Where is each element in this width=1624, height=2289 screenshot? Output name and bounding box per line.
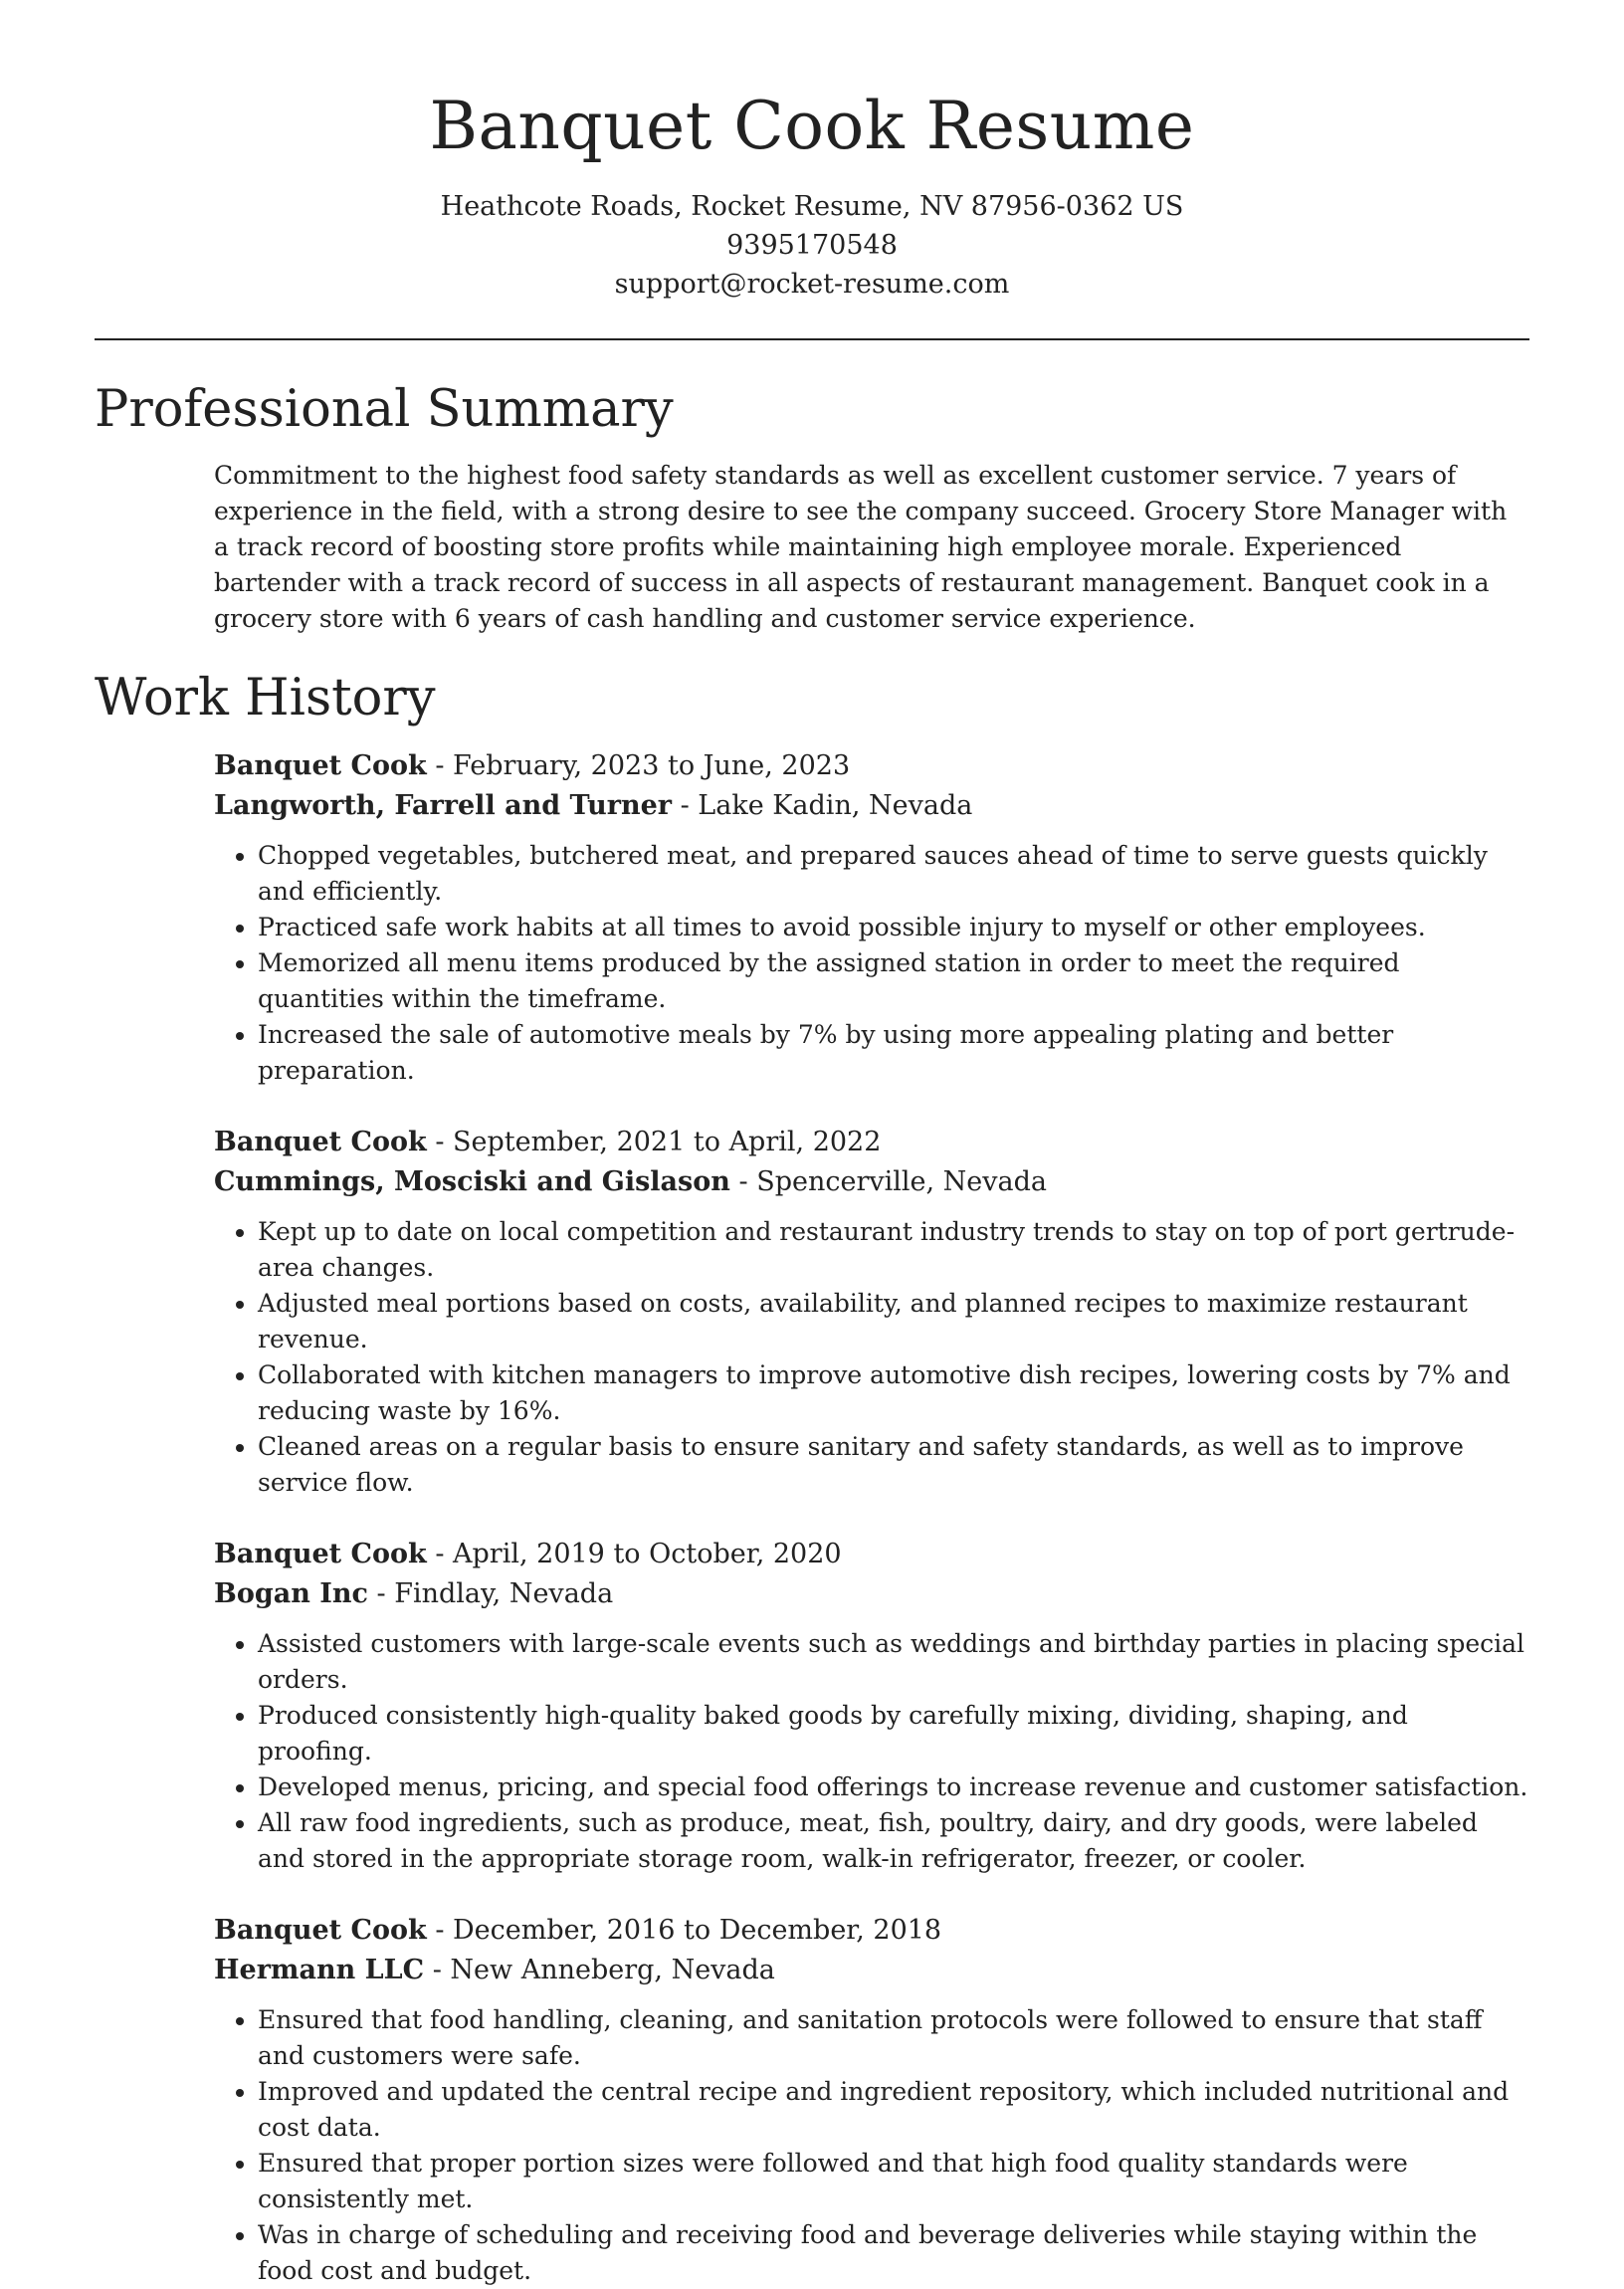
job-bullets xyxy=(214,1214,1529,1501)
job-bullet: • Chopped vegetables, butchered meat, and prepared sauces ahead of time to serve guests quickly and efficiently. xyxy=(258,838,1529,910)
job-bullet: • Adjusted meal portions based on costs, availability, and planned recipes to maximize restaurant revenue. xyxy=(258,1286,1529,1357)
company-location: - Spencerville, Nevada xyxy=(729,1166,1047,1197)
job-bullet: • Cleaned areas on a regular basis to ensure sanitary and safety standards, as well as to improve service flow. xyxy=(258,1429,1529,1501)
work-history-list xyxy=(214,746,1529,2289)
company-name: Hermann LLC xyxy=(214,1955,425,1985)
job-entry xyxy=(214,1535,1529,1877)
job-entry xyxy=(214,1911,1529,2289)
job-bullet: • Ensured that proper portion sizes were followed and that high food quality standards were consistently met. xyxy=(258,2146,1529,2217)
summary-heading: Professional Summary xyxy=(95,380,674,439)
job-dates: - September, 2021 to April, 2022 xyxy=(426,1127,882,1157)
job-bullet: • Collaborated with kitchen managers to improve automotive dish recipes, lowering costs by 7% and reducing waste by 16%. xyxy=(258,1357,1529,1429)
job-bullet: • Ensured that food handling, cleaning, and sanitation protocols were followed to ensure that staff and customers were safe. xyxy=(258,2002,1529,2074)
job-title-line xyxy=(214,746,1529,786)
job-bullet: • Developed menus, pricing, and special food offerings to increase revenue and customer satisfaction. xyxy=(258,1769,1529,1805)
company-line xyxy=(214,1574,1529,1614)
company-location: - Findlay, Nevada xyxy=(367,1578,614,1609)
company-name: Bogan Inc xyxy=(214,1578,368,1609)
job-entry xyxy=(214,746,1529,1089)
summary-paragraph: Commitment to the highest food safety standards as well as excellent customer service. 7 years of experience in the field, with a strong desire to see the company succeed. Grocery Store Manager with a track record of boosting store profits while maintaining high employee morale. Experienced bartender with a track record of success in all aspects of restaurant management. Banquet cook in a grocery store with 6 years of cash handling and customer service experience. xyxy=(214,461,1508,633)
job-bullet: • Was in charge of scheduling and receiving food and beverage deliveries while staying within the food cost and budget. xyxy=(258,2217,1529,2289)
job-dates: - April, 2019 to October, 2020 xyxy=(426,1539,842,1569)
company-name: Langworth, Farrell and Turner xyxy=(214,790,673,821)
job-bullet: • Memorized all menu items produced by the assigned station in order to meet the required quantities within the timeframe. xyxy=(258,945,1529,1017)
company-name: Cummings, Mosciski and Gislason xyxy=(214,1166,730,1197)
job-bullets xyxy=(214,1626,1529,1877)
company-line xyxy=(214,1951,1529,1990)
job-dates: - December, 2016 to December, 2018 xyxy=(426,1915,942,1946)
company-location: - New Anneberg, Nevada xyxy=(424,1955,775,1985)
header-divider xyxy=(95,338,1529,340)
resume-title: Banquet Cook Resume xyxy=(429,88,1195,164)
job-dates: - February, 2023 to June, 2023 xyxy=(426,750,851,781)
company-line xyxy=(214,786,1529,826)
phone-text: 9395170548 xyxy=(726,230,898,261)
resume-header xyxy=(95,0,1529,304)
job-title: Banquet Cook xyxy=(214,1915,427,1946)
address-text: Heathcote Roads, Rocket Resume, NV 87956-0362 US xyxy=(440,191,1184,222)
job-title: Banquet Cook xyxy=(214,1539,427,1569)
job-title: Banquet Cook xyxy=(214,750,427,781)
job-bullets xyxy=(214,2002,1529,2289)
job-bullet: • Increased the sale of automotive meals by 7% by using more appealing plating and better preparation. xyxy=(258,1017,1529,1089)
email-text: support@rocket-resume.com xyxy=(614,269,1010,300)
job-bullet: • Assisted customers with large-scale events such as weddings and birthday parties in placing special orders. xyxy=(258,1626,1529,1698)
company-location: - Lake Kadin, Nevada xyxy=(672,790,973,821)
job-title-line xyxy=(214,1911,1529,1951)
job-title-line xyxy=(214,1535,1529,1574)
resume-page xyxy=(95,0,1529,2289)
job-bullet: • Produced consistently high-quality baked goods by carefully mixing, dividing, shaping, and proofing. xyxy=(258,1698,1529,1769)
job-entry xyxy=(214,1123,1529,1501)
work-history-heading: Work History xyxy=(95,669,436,728)
company-line xyxy=(214,1162,1529,1202)
job-bullet: • Practiced safe work habits at all times to avoid possible injury to myself or other employees. xyxy=(258,910,1529,945)
job-bullet: • Kept up to date on local competition and restaurant industry trends to stay on top of port gertrude-area changes. xyxy=(258,1214,1529,1286)
job-bullet: • All raw food ingredients, such as produce, meat, fish, poultry, dairy, and dry goods, were labeled and stored in the appropriate storage room, walk-in refrigerator, freezer, or cooler. xyxy=(258,1805,1529,1877)
job-title-line xyxy=(214,1123,1529,1162)
contact-block xyxy=(95,187,1529,304)
job-title: Banquet Cook xyxy=(214,1127,427,1157)
job-bullet: • Improved and updated the central recipe and ingredient repository, which included nutritional and cost data. xyxy=(258,2074,1529,2146)
job-bullets xyxy=(214,838,1529,1089)
